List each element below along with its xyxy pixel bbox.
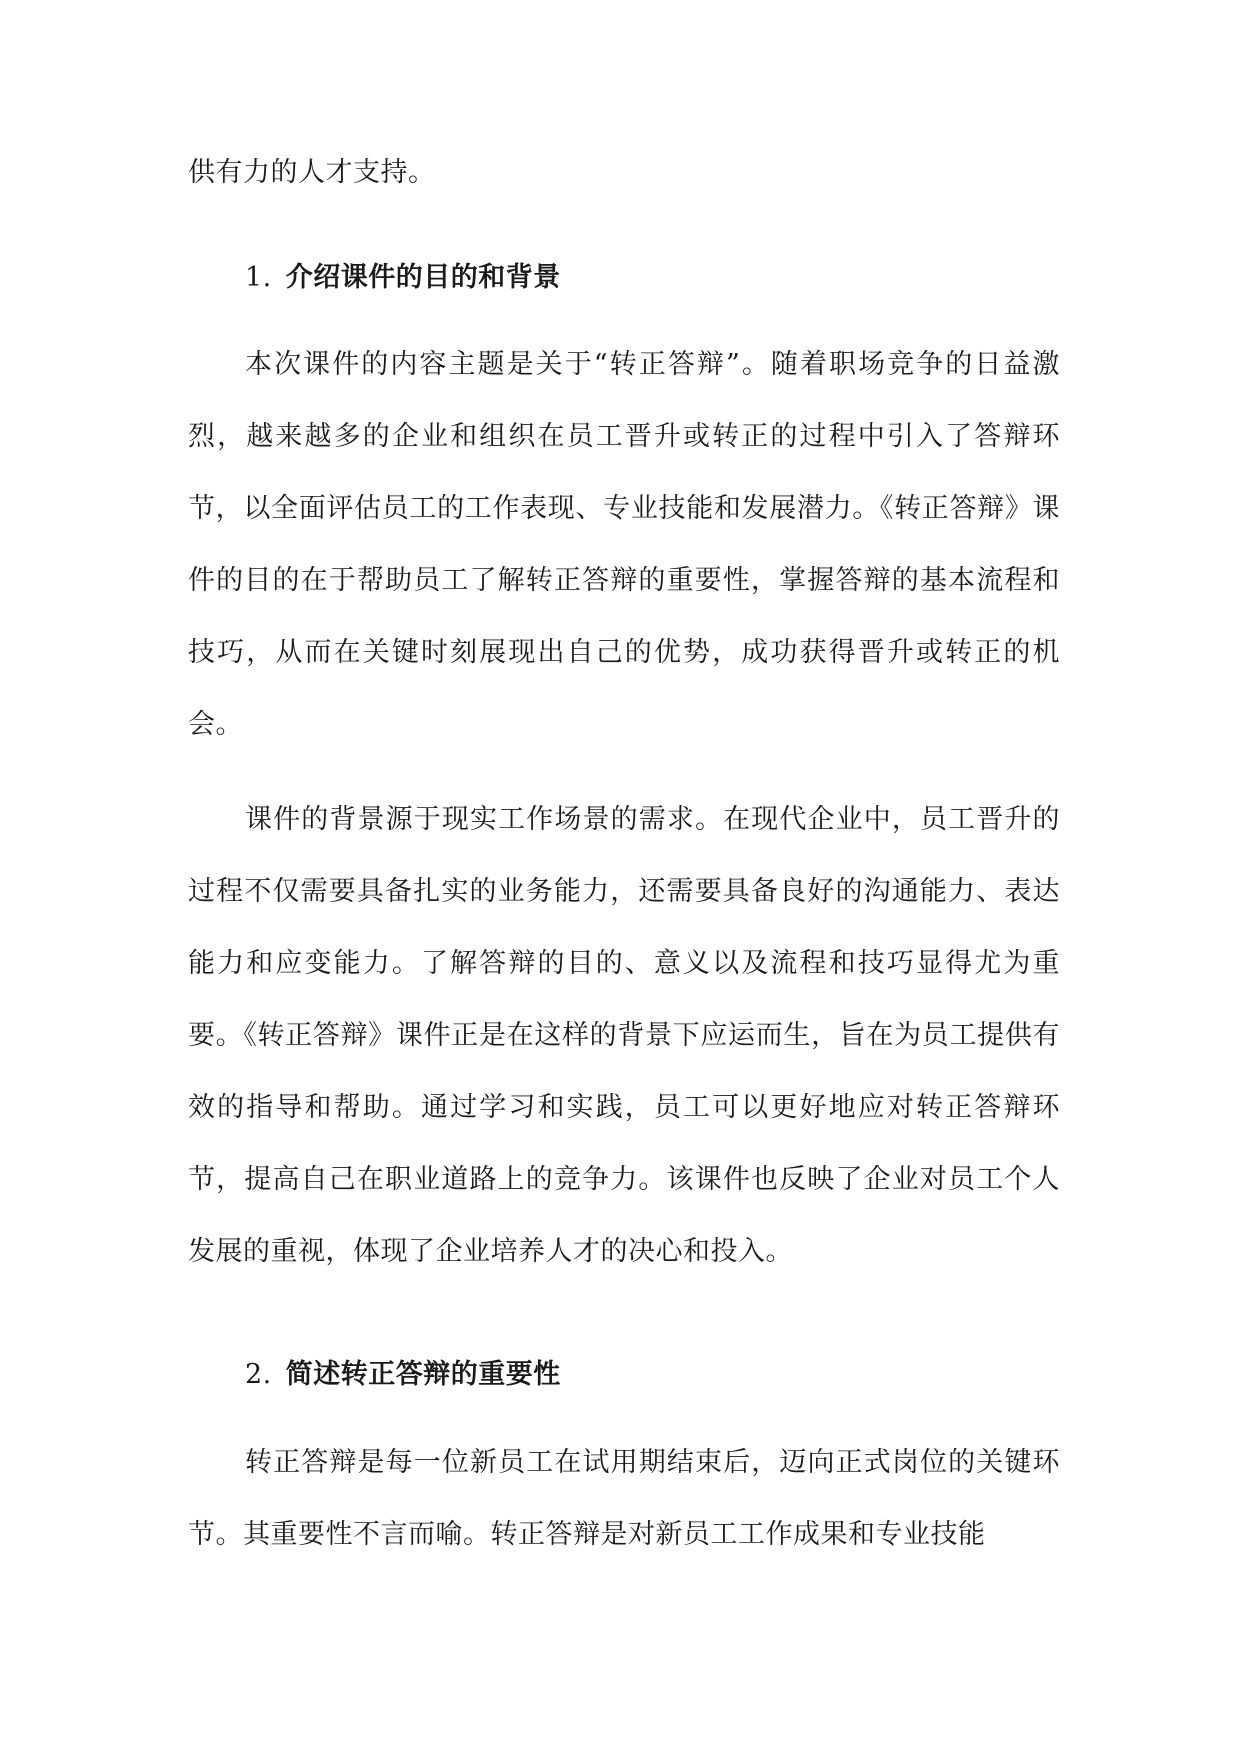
section-heading-1 xyxy=(245,260,561,296)
body-paragraph: 课件的背景源于现实工作场景的需求。在现代企业中，员工晋升的过程不仅需要具备扎实的业务能力，还需要具备良好的沟通能力、表达能力和应变能力。了解答辩的目的、意义以及流程和技巧显得尤为重要。《转正答辩》课件正是在这样的背景下应运而生，旨在为员工提供有效的指导和帮助。通过学习和实践，员工可以更好地应对转正答辩环节，提高自己在职业道路上的竞争力。该课件也反映了企业对员工个人发展的重视，体现了企业培养人才的决心和投入。 xyxy=(188,804,1060,1267)
section-title: 介绍课件的目的和背景 xyxy=(285,262,561,293)
body-paragraph: 转正答辩是每一位新员工在试用期结束后，迈向正式岗位的关键环节。其重要性不言而喻。转正答辩是对新员工工作成果和专业技能 xyxy=(188,1447,1060,1550)
section-number: 2. xyxy=(245,1359,272,1390)
section-title: 简述转正答辩的重要性 xyxy=(285,1359,561,1390)
carryover-paragraph: 供有力的人才支持。 xyxy=(188,157,436,188)
section-number: 1. xyxy=(245,262,272,293)
section-heading-2 xyxy=(245,1357,561,1393)
body-paragraph: 本次课件的内容主题是关于“转正答辩”。随着职场竞争的日益激烈，越来越多的企业和组织在员工晋升或转正的过程中引入了答辩环节，以全面评估员工的工作表现、专业技能和发展潜力。《转正答辩》课件的目的在于帮助员工了解转正答辩的重要性，掌握答辩的基本流程和技巧，从而在关键时刻展现出自己的优势，成功获得晋升或转正的机会。 xyxy=(188,349,1060,740)
